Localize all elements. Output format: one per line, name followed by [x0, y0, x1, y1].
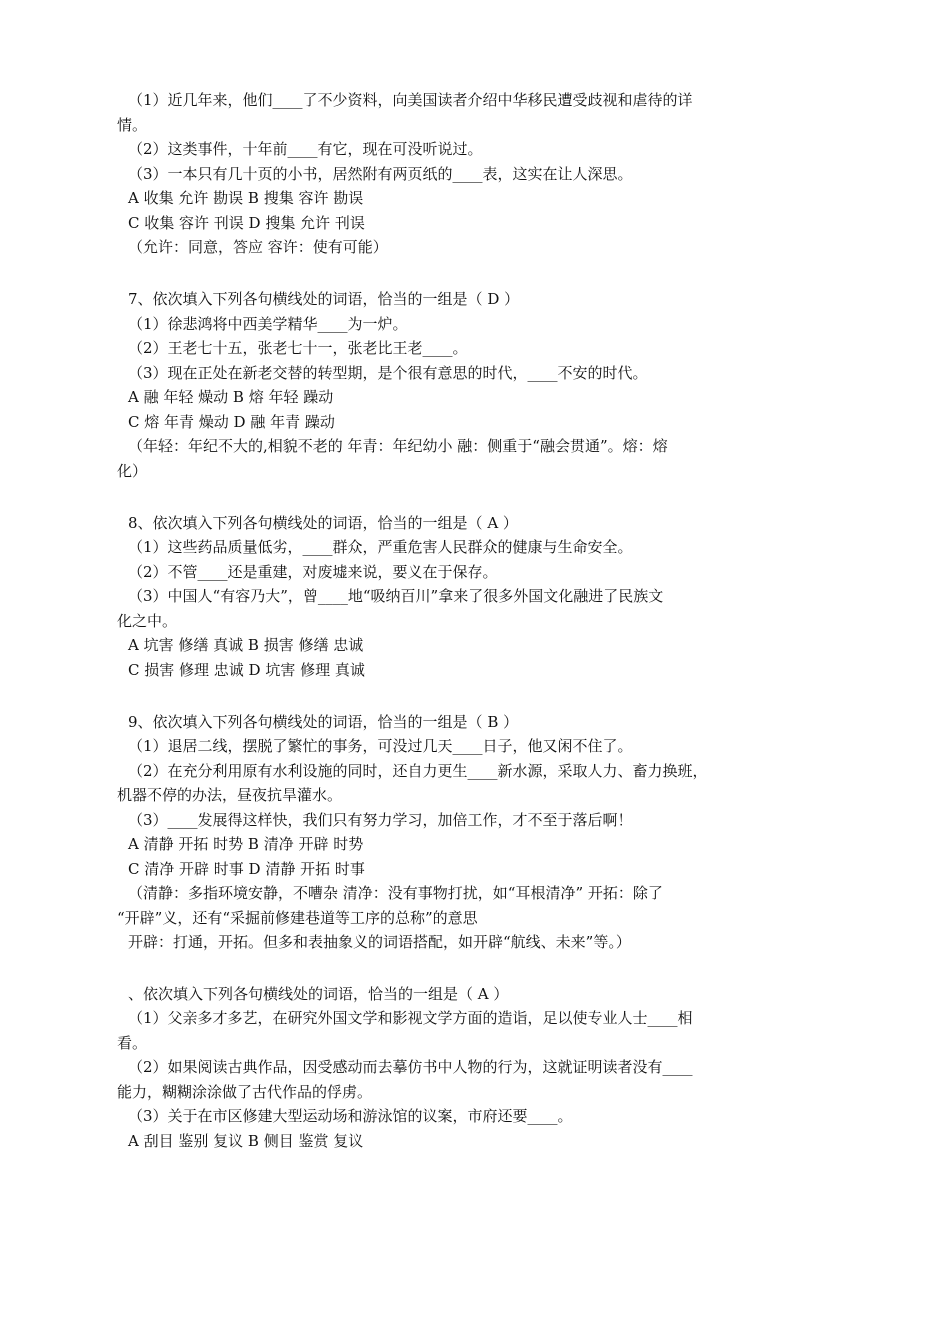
- text-line: C 收集 容许 刊误 D 搜集 允许 刊误: [128, 214, 365, 232]
- text-line: （1）退居二线，摆脱了繁忙的事务，可没过几天____日子，他又闲不住了。: [128, 737, 633, 755]
- text-line: （3）____发展得这样快，我们只有努力学习，加倍工作，才不至于落后啊！: [128, 811, 633, 829]
- text-line: 开辟：打通，开拓。但多和表抽象义的词语搭配，如开辟“航线、未来”等。）: [128, 933, 631, 951]
- text-line: C 清净 开辟 时事 D 清静 开拓 时事: [128, 860, 365, 878]
- text-line: 看。: [117, 1034, 148, 1052]
- text-line: （1）父亲多才多艺，在研究外国文学和影视文学方面的造诣，足以使专业人士____相: [128, 1009, 693, 1027]
- question-heading: 7、依次填入下列各句横线处的词语，恰当的一组是（ D ）: [128, 290, 520, 308]
- text-line: （3）关于在市区修建大型运动场和游泳馆的议案，市府还要____。: [128, 1107, 573, 1125]
- text-line: C 熔 年青 燥动 D 融 年青 躁动: [128, 413, 335, 431]
- text-line: 能力，糊糊涂涂做了古代作品的俘虏。: [117, 1083, 373, 1101]
- text-line: （1）这些药品质量低劣，____群众，严重危害人民群众的健康与生命安全。: [128, 538, 633, 556]
- text-line: A 坑害 修缮 真诚 B 损害 修缮 忠诚: [128, 636, 364, 654]
- text-line: 情。: [117, 116, 148, 134]
- text-line: （允许：同意，答应 容许：使有可能）: [128, 238, 388, 256]
- text-line: 化）: [117, 462, 148, 480]
- text-line: C 损害 修理 忠诚 D 坑害 修理 真诚: [128, 661, 365, 679]
- text-line: A 刮目 鉴别 复议 B 侧目 鉴赏 复议: [128, 1132, 364, 1150]
- text-line: （1）近几年来，他们____了不少资料，向美国读者介绍中华移民遭受歧视和虐待的详: [128, 91, 693, 109]
- text-line: “开辟”义，还有“采掘前修建巷道等工序的总称”的意思: [117, 909, 478, 927]
- text-line: A 收集 允许 勘误 B 搜集 容许 勘误: [128, 189, 364, 207]
- question-heading: 8、依次填入下列各句横线处的词语，恰当的一组是（ A ）: [128, 514, 518, 532]
- text-line: A 清静 开拓 时势 B 清净 开辟 时势: [128, 835, 364, 853]
- text-line: （年轻：年纪不大的,相貌不老的 年青：年纪幼小 融：侧重于“融会贯通”。熔：熔: [128, 437, 668, 455]
- text-line: （3）一本只有几十页的小书，居然附有两页纸的____表，这实在让人深思。: [128, 165, 633, 183]
- text-line: （1）徐悲鸿将中西美学精华____为一炉。: [128, 315, 408, 333]
- question-heading: 9、依次填入下列各句横线处的词语，恰当的一组是（ B ）: [128, 713, 519, 731]
- text-line: 化之中。: [117, 612, 178, 630]
- text-line: （3）中国人“有容乃大”，曾____地“吸纳百川”拿来了很多外国文化融进了民族文: [128, 587, 664, 605]
- text-line: （2）这类事件，十年前____有它，现在可没听说过。: [128, 140, 483, 158]
- question-heading: 、依次填入下列各句横线处的词语，恰当的一组是（ A ）: [128, 985, 509, 1003]
- text-line: （清静：多指环境安静，不嘈杂 清净：没有事物打扰，如“耳根清净” 开拓：除了: [128, 884, 663, 902]
- text-line: （2）如果阅读古典作品，因受感动而去摹仿书中人物的行为，这就证明读者没有____: [128, 1058, 693, 1076]
- text-line: （2）王老七十五，张老七十一，张老比王老____。: [128, 339, 468, 357]
- text-line: （3）现在正处在新老交替的转型期，是个很有意思的时代，____不安的时代。: [128, 364, 648, 382]
- text-line: 机器不停的办法，昼夜抗旱灌水。: [117, 786, 343, 804]
- text-line: （2）在充分利用原有水利设施的同时，还自力更生____新水源，采取人力、畜力换班，: [128, 762, 708, 780]
- text-line: A 融 年轻 燥动 B 熔 年轻 躁动: [128, 388, 334, 406]
- text-line: （2）不管____还是重建，对废墟来说，要义在于保存。: [128, 563, 498, 581]
